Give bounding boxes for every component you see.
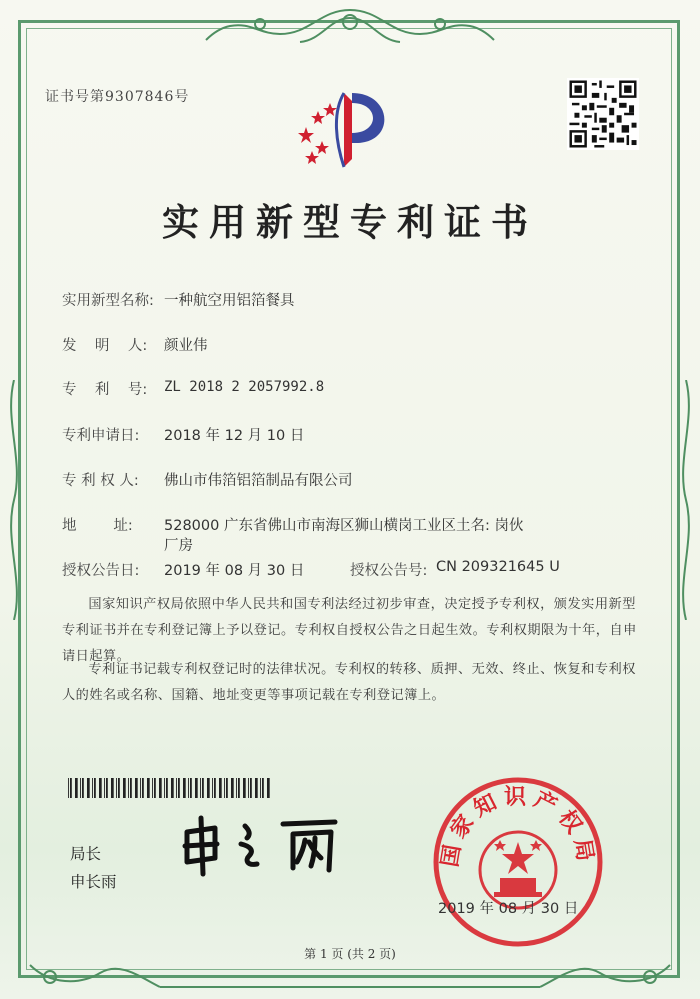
patentee-value: 佛山市伟箔铝箔制品有限公司 [164,473,353,489]
qr-code [567,78,639,150]
official-seal [428,772,608,952]
address-value-line2: 厂房 [164,538,193,554]
left-ornament [4,380,24,620]
utility-model-name-label: 实用新型名称: [62,293,154,309]
seal-text: 国家知识产权局 [437,785,599,869]
grant-date-value: 2019 年 08 月 30 日 [164,563,305,579]
inventor-value: 颜业伟 [164,338,208,354]
seal-date: 2019 年 08 月 30 日 [438,901,579,917]
inventor-label: 发 明 人: [62,338,148,354]
patent-number-value: ZL 2018 2 2057992.8 [164,379,325,395]
address-value-line1: 528000 广东省佛山市南海区狮山横岗工业区土名: 岗伙 [164,518,524,534]
barcode [68,778,273,798]
right-ornament [676,380,696,620]
top-ornament [200,4,500,48]
patentee-label: 专 利 权 人: [62,473,139,489]
utility-model-name-value: 一种航空用铝箔餐具 [164,293,295,309]
director-title: 局长 [70,845,102,863]
address-label: 地 址: [62,518,133,534]
grant-number-value: CN 209321645 U [436,559,560,575]
grant-date-label: 授权公告日: [62,563,140,579]
grant-number-label: 授权公告号: [350,563,428,579]
body-paragraph-1: 国家知识产权局依照中华人民共和国专利法经过初步审查，决定授予专利权，颁发实用新型专利证书并在专利登记簿上予以登记。专利权自授权公告之日起生效。专利权期限为十年，自申请日起算。 [62,597,637,664]
application-date-value: 2018 年 12 月 10 日 [164,428,305,444]
director-name: 申长雨 [70,873,117,891]
certificate-number: 证书号第9307846号 [45,89,190,105]
page-footer: 第 1 页 (共 2 页) [304,947,396,961]
patent-office-logo [292,83,402,173]
body-paragraph-2: 专利证书记载专利权登记时的法律状况。专利权的转移、质押、无效、终止、恢复和专利权人的姓名或名称、国籍、地址变更等事项记载在专利登记簿上。 [62,662,636,703]
patent-number-label: 专 利 号: [62,382,148,398]
director-signature [175,810,355,880]
certificate-title: 实用新型专利证书 [162,201,538,244]
application-date-label: 专利申请日: [62,428,140,444]
